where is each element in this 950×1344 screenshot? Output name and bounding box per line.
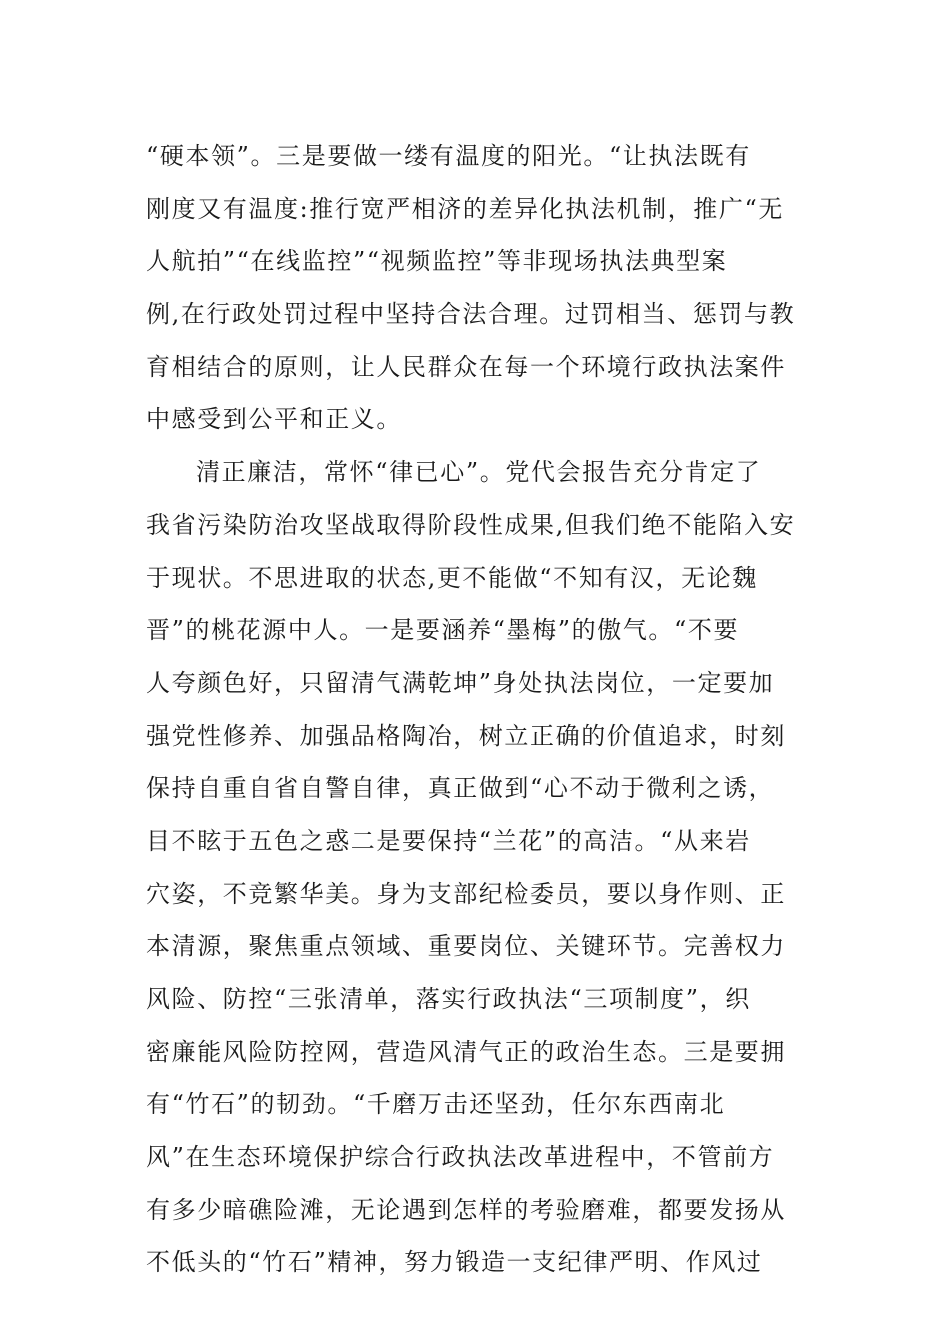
text-line: 不低头的“竹石”精神，努力锻造一支纪律严明、作风过 — [146, 1248, 763, 1277]
text-line: 于现状。不思进取的状态,更不能做“不知有汉，无论魏 — [146, 563, 758, 592]
text-line: 风险、防控“三张清单，落实行政执法“三项制度”，织 — [146, 985, 751, 1013]
text-line: 刚度又有温度:推行宽严相济的差异化执法机制，推广“无 — [146, 194, 784, 223]
text-line: 晋”的桃花源中人。一是要涵养“墨梅”的傲气。“不要 — [146, 616, 740, 645]
text-line: 有“竹石”的韧劲。“千磨万击还坚劲，任尔东西南北 — [146, 1090, 726, 1119]
text-line: 本清源，聚焦重点领域、重要岗位、关键环节。完善权力 — [146, 932, 786, 961]
text-line: 目不眩于五色之惑二是要保持“兰花”的高洁。“从来岩 — [146, 826, 751, 855]
text-line: 风”在生态环境保护综合行政执法改革进程中，不管前方 — [146, 1143, 775, 1172]
body-text — [146, 130, 816, 1289]
text-line: 有多少暗礁险滩，无论遇到怎样的考验磨难，都要发扬从 — [146, 1195, 786, 1224]
text-line: 密廉能风险防控网，营造风清气正的政治生态。三是要拥 — [146, 1037, 786, 1066]
text-line: 保持自重自省自警自律，真正做到“心不动于微利之诱， — [146, 774, 775, 803]
text-line: 育相结合的原则，让人民群众在每一个环境行政执法案件 — [146, 352, 786, 381]
text-line: 我省污染防治攻坚战取得阶段性成果,但我们绝不能陷入安 — [146, 510, 796, 539]
text-line: 人夸颜色好，只留清气满乾坤”身处执法岗位，一定要加 — [146, 668, 775, 697]
text-line: 例,在行政处罚过程中坚持合法合理。过罚相当、惩罚与教 — [146, 300, 796, 329]
paragraph-start-line: 清正廉洁，常怀“律已心”。党代会报告充分肯定了 — [196, 458, 762, 487]
text-line: 人航拍”“在线监控”“视频监控”等非现场执法典型案 — [146, 247, 728, 276]
text-line: “硬本领”。三是要做一缕有温度的阳光。“让执法既有 — [146, 142, 751, 170]
text-line: 中感受到公平和正义。 — [146, 405, 402, 434]
text-line: 强党性修养、加强品格陶冶，树立正确的价值追求，时刻 — [146, 721, 786, 750]
text-line: 穴姿，不竞繁华美。身为支部纪检委员，要以身作则、正 — [146, 879, 786, 908]
